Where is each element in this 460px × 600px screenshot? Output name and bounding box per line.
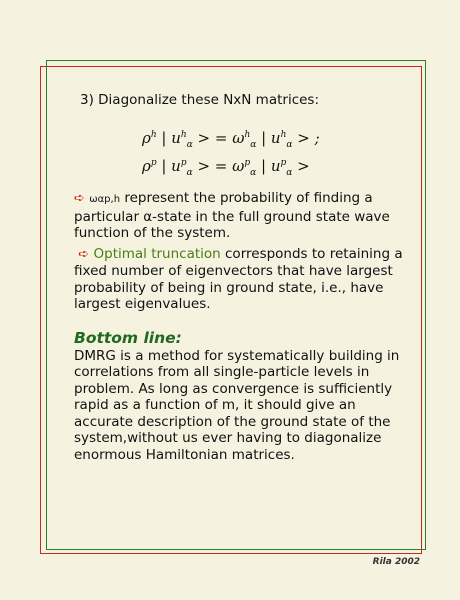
footer-label: Rila 2002: [372, 557, 420, 567]
slide-content: [74, 92, 404, 463]
bottom-line-paragraph: DMRG is a method for systematically building in correlations from all single-particle levels in problem. As long as convergence is sufficiently rapid as a function of m, it should give an accurate description of the ground state of the system,without us ever having to diagonalize enormous Hamiltonian matrices.: [74, 347, 400, 463]
arrow-icon: ➪: [74, 191, 85, 206]
omega-label: ωαp,h: [89, 194, 121, 205]
truncation-paragraph: ➪ Optimal truncation corresponds to retaining a fixed number of eigenvectors that have largest probability of being in ground state, i.e., have largest eigenvalues.: [74, 245, 403, 312]
probability-paragraph: ➪ ωαp,h represent the probability of finding a particular α-state in the full ground state wave function of the system.: [74, 190, 390, 241]
optimal-truncation-term: Optimal truncation: [93, 245, 221, 262]
section-heading: 3) Diagonalize these NxN matrices:: [80, 92, 319, 108]
equation-p: $\rho^p$ | $u^p_\alpha$ > = $\omega^p_\alpha$ | $u^p_\alpha$ >: [142, 157, 310, 178]
arrow-icon: ➪: [78, 246, 90, 262]
bottom-line-title: Bottom line:: [74, 328, 182, 347]
equation-h: $\rho^h$ | $u^h_\alpha$ > = $\omega^h_\alpha$ | $u^h_\alpha$ > ;: [142, 129, 320, 150]
